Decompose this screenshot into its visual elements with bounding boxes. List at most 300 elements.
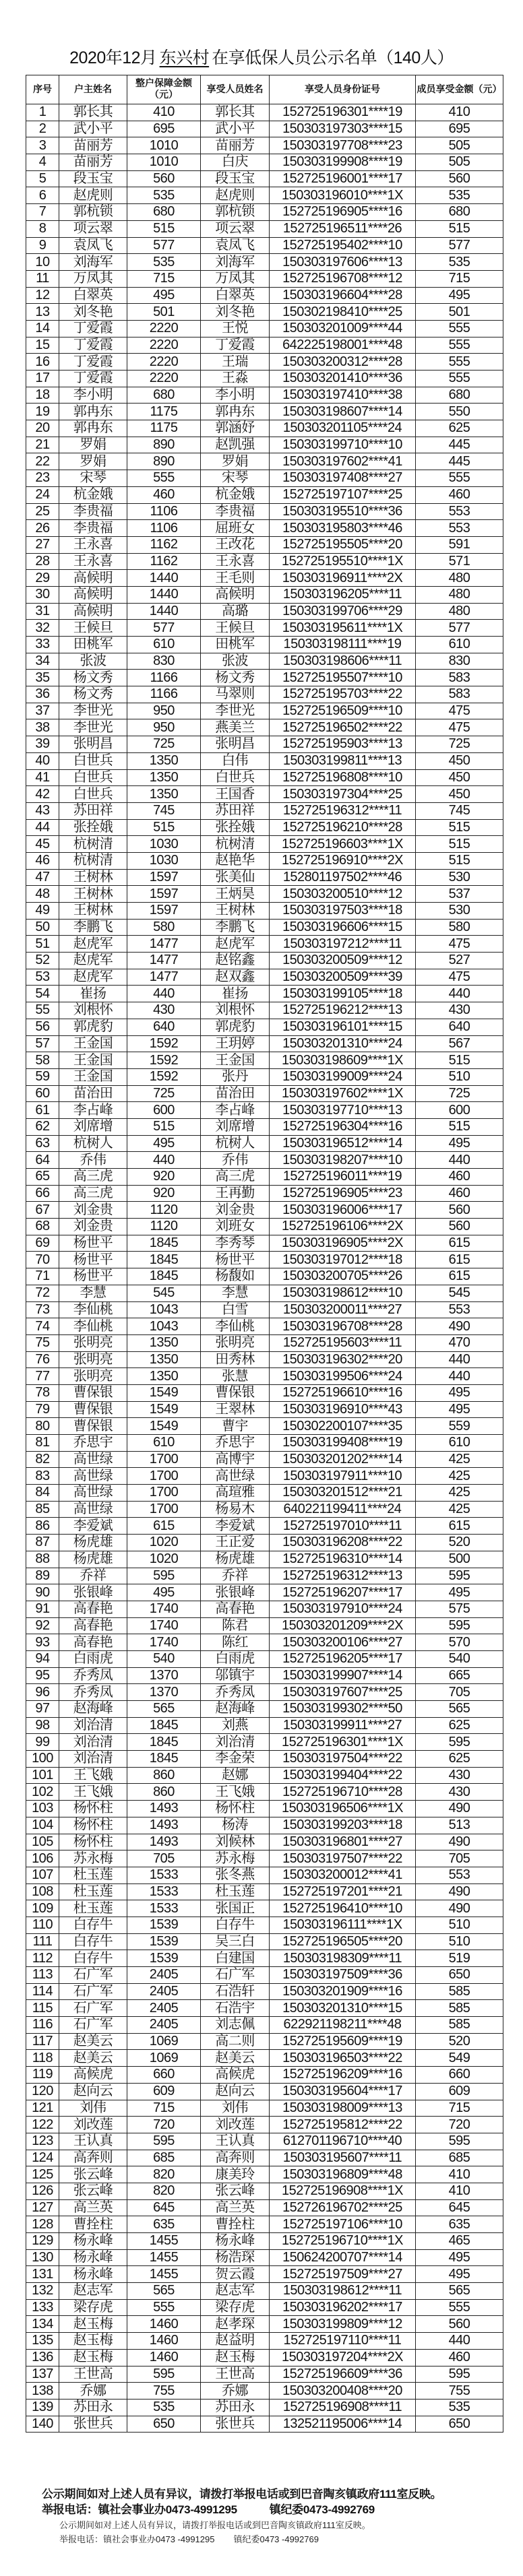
row-head-name: 乔思宇	[59, 1435, 127, 1452]
row-member-amount: 495	[416, 2266, 503, 2283]
row-seq: 116	[26, 2017, 59, 2034]
row-seq: 131	[26, 2266, 59, 2283]
row-household-amount: 600	[127, 1102, 201, 1119]
row-head-name: 刘治清	[59, 1717, 127, 1734]
row-seq: 112	[26, 1950, 59, 1967]
table-row	[26, 1152, 503, 1169]
row-seq: 86	[26, 1518, 59, 1535]
row-member-id: 150303197212****11	[270, 936, 416, 953]
row-member-id: 150303196910****43	[270, 1401, 416, 1418]
table-row	[26, 919, 503, 936]
row-head-name: 苗丽芳	[59, 154, 127, 171]
row-seq: 30	[26, 586, 59, 603]
row-member-name: 王世高	[201, 2366, 270, 2383]
row-head-name: 刘金贵	[59, 1219, 127, 1235]
row-head-name: 曹保银	[59, 1401, 127, 1418]
row-seq: 36	[26, 686, 59, 703]
row-member-id: 150303197910****24	[270, 1601, 416, 1617]
row-household-amount: 1845	[127, 1268, 201, 1285]
row-household-amount: 1597	[127, 886, 201, 903]
row-member-id: 150303200312****28	[270, 354, 416, 371]
row-head-name: 郭杭锁	[59, 204, 127, 221]
row-head-name: 曹保银	[59, 1384, 127, 1401]
row-household-amount: 535	[127, 254, 201, 271]
row-head-name: 李贵福	[59, 503, 127, 520]
row-household-amount: 1069	[127, 2033, 201, 2050]
row-household-amount: 615	[127, 1518, 201, 1535]
row-seq: 72	[26, 1285, 59, 1301]
row-seq: 119	[26, 2067, 59, 2084]
row-household-amount: 695	[127, 121, 201, 137]
table-row	[26, 337, 503, 354]
table-row	[26, 1601, 503, 1617]
row-seq: 6	[26, 187, 59, 204]
row-member-id: 150303196506****1X	[270, 1801, 416, 1817]
table-row	[26, 553, 503, 570]
row-seq: 74	[26, 1318, 59, 1335]
row-member-name: 赵铭鑫	[201, 953, 270, 969]
row-household-amount: 1700	[127, 1501, 201, 1518]
row-member-name: 高候明	[201, 586, 270, 603]
row-member-name: 段玉宝	[201, 170, 270, 187]
table-header-row	[26, 75, 503, 104]
table-row	[26, 670, 503, 686]
row-household-amount: 1106	[127, 520, 201, 537]
table-row	[26, 354, 503, 371]
row-head-name: 白存牛	[59, 1933, 127, 1950]
row-member-name: 王再勤	[201, 1185, 270, 1202]
row-member-name: 杨涛	[201, 1817, 270, 1834]
row-household-amount: 1440	[127, 603, 201, 620]
row-household-amount: 950	[127, 703, 201, 719]
row-head-name: 杨虎雄	[59, 1551, 127, 1568]
row-seq: 45	[26, 836, 59, 853]
row-member-name: 丁爱霞	[201, 337, 270, 354]
row-seq: 35	[26, 670, 59, 686]
hotline-line	[42, 2500, 375, 2517]
row-household-amount: 950	[127, 719, 201, 736]
row-head-name: 赵玉梅	[59, 2333, 127, 2350]
row-member-amount: 527	[416, 953, 503, 969]
row-member-amount: 450	[416, 752, 503, 769]
table-body	[26, 104, 503, 2433]
row-member-amount: 480	[416, 570, 503, 587]
row-head-name: 王树林	[59, 886, 127, 903]
row-member-id: 150303195604****17	[270, 2083, 416, 2100]
row-seq: 114	[26, 1983, 59, 2000]
row-household-amount: 745	[127, 802, 201, 819]
row-member-name: 白建国	[201, 1950, 270, 1967]
row-seq: 8	[26, 220, 59, 237]
row-seq: 48	[26, 886, 59, 903]
row-member-amount: 535	[416, 187, 503, 204]
row-member-name: 赵孝琛	[201, 2316, 270, 2333]
row-seq: 106	[26, 1850, 59, 1867]
row-member-amount: 495	[416, 1584, 503, 1601]
row-member-amount: 530	[416, 869, 503, 886]
row-seq: 5	[26, 170, 59, 187]
row-seq: 3	[26, 137, 59, 154]
row-member-amount: 535	[416, 2399, 503, 2416]
table-row	[26, 903, 503, 920]
row-household-amount: 1370	[127, 1684, 201, 1701]
row-member-id: 150303197303****15	[270, 121, 416, 137]
row-household-amount: 1845	[127, 1717, 201, 1734]
table-row	[26, 1667, 503, 1684]
row-seq: 34	[26, 653, 59, 670]
row-seq: 16	[26, 354, 59, 371]
row-member-amount: 715	[416, 2100, 503, 2117]
row-seq: 51	[26, 936, 59, 953]
row-member-amount: 460	[416, 2349, 503, 2366]
row-household-amount: 1845	[127, 1252, 201, 1268]
row-household-amount: 1350	[127, 1334, 201, 1351]
row-member-amount: 425	[416, 1468, 503, 1485]
row-member-id: 150303199302****50	[270, 1701, 416, 1718]
row-member-name: 曹宇	[201, 1418, 270, 1435]
row-member-amount: 515	[416, 852, 503, 869]
row-member-name: 袁凤飞	[201, 237, 270, 254]
row-head-name: 刘伟	[59, 2100, 127, 2117]
table-row	[26, 1318, 503, 1335]
row-household-amount: 1175	[127, 420, 201, 437]
row-head-name: 杨世平	[59, 1268, 127, 1285]
row-seq: 99	[26, 1734, 59, 1751]
row-member-amount: 425	[416, 1485, 503, 1502]
row-head-name: 李仙桃	[59, 1301, 127, 1318]
row-head-name: 曹拴柱	[59, 2216, 127, 2233]
table-row	[26, 819, 503, 836]
row-member-amount: 520	[416, 2033, 503, 2050]
row-head-name: 高春艳	[59, 1617, 127, 1634]
row-head-name: 白存牛	[59, 1917, 127, 1933]
row-member-name: 赵海峰	[201, 1701, 270, 1718]
row-member-name: 苏田祥	[201, 802, 270, 819]
table-row	[26, 2333, 503, 2350]
row-member-id: 150303200509****39	[270, 969, 416, 986]
row-member-id: 150303200705****26	[270, 1268, 416, 1285]
table-row	[26, 736, 503, 753]
header-member-id: 享受人员身份证号	[270, 75, 416, 104]
row-member-name: 杨怀柱	[201, 1801, 270, 1817]
row-household-amount: 1350	[127, 769, 201, 786]
row-member-name: 郭长其	[201, 104, 270, 121]
row-seq: 113	[26, 1967, 59, 1984]
row-member-id: 152725196207****17	[270, 1584, 416, 1601]
row-household-amount: 820	[127, 2183, 201, 2199]
row-head-name: 杨永峰	[59, 2233, 127, 2250]
row-seq: 82	[26, 1451, 59, 1468]
row-household-amount: 1175	[127, 404, 201, 420]
row-member-name: 万凤其	[201, 270, 270, 287]
table-row	[26, 1900, 503, 1917]
row-seq: 10	[26, 254, 59, 271]
row-member-id: 150302200107****35	[270, 1418, 416, 1435]
row-seq: 71	[26, 1268, 59, 1285]
table-row	[26, 287, 503, 304]
table-row	[26, 1784, 503, 1801]
row-seq: 68	[26, 1219, 59, 1235]
row-member-name: 项云翠	[201, 220, 270, 237]
row-seq: 49	[26, 903, 59, 920]
row-member-amount: 583	[416, 686, 503, 703]
table-row	[26, 387, 503, 404]
row-member-name: 白庆	[201, 154, 270, 171]
row-head-name: 刘治清	[59, 1751, 127, 1768]
row-member-name: 赵向云	[201, 2083, 270, 2100]
row-member-id: 150303201209****2X	[270, 1617, 416, 1634]
row-seq: 137	[26, 2366, 59, 2383]
row-seq: 2	[26, 121, 59, 137]
row-member-amount: 510	[416, 1917, 503, 1933]
row-member-id: 150303199809****12	[270, 2316, 416, 2333]
row-member-id: 150303196905****2X	[270, 1235, 416, 1252]
row-household-amount: 495	[127, 1135, 201, 1152]
row-member-amount: 830	[416, 653, 503, 670]
row-seq: 78	[26, 1384, 59, 1401]
row-member-amount: 510	[416, 1068, 503, 1085]
row-member-amount: 545	[416, 1285, 503, 1301]
row-seq: 120	[26, 2083, 59, 2100]
row-member-name: 杨永峰	[201, 2233, 270, 2250]
row-member-name: 苏田永	[201, 2399, 270, 2416]
row-member-amount: 715	[416, 270, 503, 287]
row-member-amount: 425	[416, 1451, 503, 1468]
row-member-amount: 490	[416, 1834, 503, 1850]
row-member-name: 杨馥如	[201, 1268, 270, 1285]
row-household-amount: 1592	[127, 1035, 201, 1052]
table-row	[26, 2117, 503, 2133]
row-member-name: 宋琴	[201, 470, 270, 487]
row-household-amount: 560	[127, 170, 201, 187]
row-household-amount: 1845	[127, 1734, 201, 1751]
row-member-id: 152725196212****13	[270, 1002, 416, 1019]
table-row	[26, 1535, 503, 1551]
row-head-name: 刘根怀	[59, 1002, 127, 1019]
row-member-id: 152725196905****23	[270, 1185, 416, 1202]
row-member-id: 152725197010****11	[270, 1518, 416, 1535]
row-member-amount: 440	[416, 1368, 503, 1385]
row-member-id: 150303201310****24	[270, 1035, 416, 1052]
header-member-name: 享受人员姓名	[201, 75, 270, 104]
row-seq: 29	[26, 570, 59, 587]
row-member-id: 150303199105****18	[270, 986, 416, 1002]
row-seq: 64	[26, 1152, 59, 1169]
row-member-id: 152725195609****19	[270, 2033, 416, 2050]
row-member-amount: 500	[416, 1551, 503, 1568]
row-member-id: 150303196606****15	[270, 919, 416, 936]
row-head-name: 刘治清	[59, 1734, 127, 1751]
row-seq: 98	[26, 1717, 59, 1734]
row-household-amount: 1740	[127, 1617, 201, 1634]
row-seq: 97	[26, 1701, 59, 1718]
row-member-id: 150303196911****2X	[270, 570, 416, 587]
row-member-amount: 555	[416, 2299, 503, 2316]
row-member-name: 高博宇	[201, 1451, 270, 1468]
table-row	[26, 2100, 503, 2117]
hotline-social-affairs: 举报电话：镇社会事业办0473-4991295	[42, 2503, 237, 2516]
row-head-name: 王金国	[59, 1068, 127, 1085]
row-member-name: 李慧	[201, 1285, 270, 1301]
row-member-amount: 460	[416, 486, 503, 503]
row-head-name: 郭冉东	[59, 404, 127, 420]
row-member-id: 150303198309****11	[270, 1950, 416, 1967]
row-seq: 58	[26, 1052, 59, 1069]
row-member-name: 王树林	[201, 903, 270, 920]
row-seq: 79	[26, 1401, 59, 1418]
row-member-id: 150303196809****48	[270, 2166, 416, 2183]
row-member-name: 王毛则	[201, 570, 270, 587]
row-seq: 25	[26, 503, 59, 520]
row-member-id: 152725196910****2X	[270, 852, 416, 869]
row-head-name: 王世高	[59, 2366, 127, 2383]
row-seq: 59	[26, 1068, 59, 1085]
row-member-name: 赵艳华	[201, 852, 270, 869]
row-member-name: 赵凯强	[201, 437, 270, 453]
row-head-name: 白世兵	[59, 752, 127, 769]
row-member-amount: 440	[416, 2333, 503, 2350]
row-member-id: 152725196808****10	[270, 769, 416, 786]
row-head-name: 石广军	[59, 1983, 127, 2000]
row-member-name: 杨浩琛	[201, 2249, 270, 2266]
table-row	[26, 1202, 503, 1219]
row-head-name: 张云峰	[59, 2166, 127, 2183]
table-row	[26, 1002, 503, 1019]
row-member-amount: 475	[416, 719, 503, 736]
row-head-name: 高兰英	[59, 2199, 127, 2216]
row-seq: 18	[26, 387, 59, 404]
row-seq: 100	[26, 1751, 59, 1768]
row-member-id: 152725196505****20	[270, 1933, 416, 1950]
row-member-name: 高春艳	[201, 1601, 270, 1617]
hotline-discipline-small: 镇纪委0473 -4992769	[233, 2534, 319, 2544]
row-member-amount: 577	[416, 237, 503, 254]
row-household-amount: 635	[127, 2216, 201, 2233]
row-household-amount: 2405	[127, 1983, 201, 2000]
table-row	[26, 1451, 503, 1468]
row-member-name: 张冬燕	[201, 1867, 270, 1883]
row-member-id: 150624200707****14	[270, 2249, 416, 2266]
row-household-amount: 860	[127, 1767, 201, 1784]
row-member-id: 152725196304****16	[270, 1118, 416, 1135]
row-head-name: 王永喜	[59, 536, 127, 553]
table-row	[26, 1501, 503, 1518]
row-member-id: 642225198001****48	[270, 337, 416, 354]
table-row	[26, 2283, 503, 2300]
row-head-name: 高候明	[59, 586, 127, 603]
row-head-name: 乔祥	[59, 1568, 127, 1584]
table-row	[26, 2166, 503, 2183]
row-head-name: 赵玉梅	[59, 2316, 127, 2333]
row-head-name: 高世绿	[59, 1501, 127, 1518]
row-member-name: 刘金贵	[201, 1202, 270, 1219]
row-member-amount: 720	[416, 2117, 503, 2133]
row-member-amount: 610	[416, 637, 503, 653]
row-member-amount: 615	[416, 1268, 503, 1285]
table-row	[26, 237, 503, 254]
row-member-name: 石浩宇	[201, 2000, 270, 2017]
row-head-name: 杨永峰	[59, 2266, 127, 2283]
row-member-amount: 680	[416, 204, 503, 221]
row-head-name: 高春艳	[59, 1601, 127, 1617]
table-row	[26, 1568, 503, 1584]
row-household-amount: 1477	[127, 953, 201, 969]
row-member-id: 152725197110****11	[270, 2333, 416, 2350]
row-head-name: 高世绿	[59, 1468, 127, 1485]
row-member-amount: 470	[416, 1334, 503, 1351]
row-member-name: 刘根怀	[201, 1002, 270, 1019]
row-member-id: 150303197911****10	[270, 1468, 416, 1485]
row-member-id: 150303196010****1X	[270, 187, 416, 204]
row-member-name: 康美玲	[201, 2166, 270, 2183]
table-row	[26, 2266, 503, 2283]
row-member-name: 高世绿	[201, 1468, 270, 1485]
table-row	[26, 1617, 503, 1634]
row-member-id: 150303201105****24	[270, 420, 416, 437]
table-row	[26, 2366, 503, 2383]
table-row	[26, 936, 503, 953]
row-member-name: 郭涵妤	[201, 420, 270, 437]
row-household-amount: 1460	[127, 2349, 201, 2366]
row-head-name: 乔娜	[59, 2383, 127, 2400]
row-seq: 54	[26, 986, 59, 1002]
row-member-id: 150303197408****27	[270, 470, 416, 487]
row-seq: 33	[26, 637, 59, 653]
table-row	[26, 1650, 503, 1667]
table-row	[26, 1219, 503, 1235]
row-member-id: 152725197107****25	[270, 486, 416, 503]
table-row	[26, 1418, 503, 1435]
row-member-name: 王候旦	[201, 620, 270, 637]
row-member-name: 赵玉梅	[201, 2349, 270, 2366]
row-member-name: 乔思宇	[201, 1435, 270, 1452]
row-household-amount: 2405	[127, 2017, 201, 2034]
row-household-amount: 1460	[127, 2333, 201, 2350]
row-member-id: 150303196708****28	[270, 1318, 416, 1335]
row-member-name: 杨虎雄	[201, 1551, 270, 1568]
row-household-amount: 535	[127, 2399, 201, 2416]
table-row	[26, 1485, 503, 1502]
row-household-amount: 440	[127, 986, 201, 1002]
row-seq: 23	[26, 470, 59, 487]
row-member-id: 152725197509****27	[270, 2266, 416, 2283]
table-row	[26, 503, 503, 520]
row-household-amount: 1030	[127, 852, 201, 869]
row-head-name: 李仙桃	[59, 1318, 127, 1335]
row-seq: 31	[26, 603, 59, 620]
row-member-amount: 440	[416, 986, 503, 1002]
row-member-amount: 615	[416, 1252, 503, 1268]
row-head-name: 高候明	[59, 570, 127, 587]
row-member-id: 150303199908****19	[270, 154, 416, 171]
row-seq: 90	[26, 1584, 59, 1601]
row-head-name: 白存牛	[59, 1950, 127, 1967]
row-member-amount: 610	[416, 1435, 503, 1452]
row-household-amount: 410	[127, 104, 201, 121]
row-head-name: 袁凤飞	[59, 237, 127, 254]
row-seq: 96	[26, 1684, 59, 1701]
row-household-amount: 440	[127, 1152, 201, 1169]
row-household-amount: 595	[127, 1568, 201, 1584]
table-row	[26, 1801, 503, 1817]
row-member-name: 贺云霞	[201, 2266, 270, 2283]
row-member-name: 白世兵	[201, 769, 270, 786]
table-row	[26, 1767, 503, 1784]
row-seq: 111	[26, 1933, 59, 1950]
row-member-amount: 570	[416, 1634, 503, 1651]
table-row	[26, 1867, 503, 1883]
row-household-amount: 595	[127, 2366, 201, 2383]
